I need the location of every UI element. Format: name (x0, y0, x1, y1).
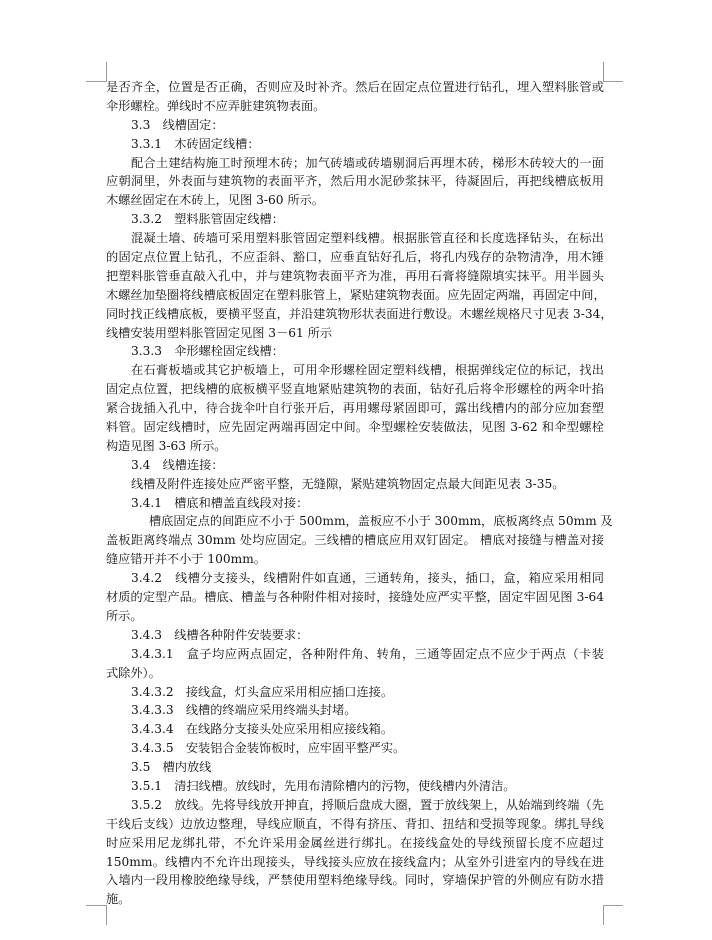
body-line: 木螺丝加垫圈将线槽底板固定在塑料胀管上，紧贴建筑物表面。应先固定两端，再固定中间， (106, 287, 606, 302)
body-line: 150mm。线槽内不允许出现接头，导线接头应放在接线盒内；从室外引进室内的导线在进 (106, 854, 604, 869)
document-body (106, 78, 613, 909)
subsection-heading: 3.3.3 伞形螺栓固定线槽： (131, 344, 284, 359)
list-item: 3.4.3.3 线槽的终端应采用终端头封堵。 (131, 703, 357, 718)
body-line: 木螺丝固定在木砖上，见图 3-60 所示。 (106, 193, 324, 208)
body-line: 构造见图 3-63 所示。 (106, 438, 227, 453)
body-line: 把塑料胀管垂直敲入孔中，并与建筑物表面平齐为准，再用石膏将缝隙填实抹平。用半圆头 (106, 268, 604, 283)
body-line: 3.5.2 放线。先将导线放开抻直，捋顺后盘成大圈，置于放线架上，从始端到终端（先 (131, 797, 604, 812)
subsection-heading: 3.4.3 线槽各种附件安装要求： (131, 627, 309, 642)
body-line: 3.5.1 清扫线槽。放线时，先用布清除槽内的污物，使线槽内外清洁。 (131, 778, 516, 793)
section-heading: 3.4 线槽连接： (131, 457, 224, 472)
body-line: 材质的定型产品。槽底、槽盖与各种附件相对接时，接缝处应严实平整，固定牢固见图 3-64 (106, 590, 604, 605)
body-line: 同时找正线槽底板，要横平竖直，并沿建筑物形状表面进行敷设。木螺丝规格尺寸见表 3-34， (106, 306, 613, 321)
body-line: 式除外）。 (106, 665, 161, 680)
crop-mark-top-right (603, 81, 623, 82)
body-line: 3.4.3.1 盒子均应两点固定，各种附件角、转角，三通等固定点不应少于两点（卡装 (131, 646, 604, 661)
body-line: 施。 (106, 892, 131, 907)
body-line: 3.4.2 线槽分支接头，线槽附件如直通，三通转角，接头，插口，盒，箱应采用相同 (131, 571, 604, 586)
crop-mark-bottom-right (603, 905, 623, 906)
body-line: 时应采用尼龙绑扎带，不允许采用金属丝进行绑扎。在接线盒处的导线预留长度不应超过 (106, 835, 604, 850)
body-line: 混凝土墙、砖墙可采用塑料胀管固定塑料线槽。根据胀管直径和长度选择钻头，在标出 (131, 231, 604, 246)
body-line: 伞形螺栓。弹线时不应弄脏建筑物表面。 (106, 98, 326, 113)
subsection-heading: 3.4.1 槽底和槽盖直线段对接： (131, 495, 309, 510)
body-line: 线槽及附件连接处应严密平整，无缝隙，紧贴建筑物固定点最大间距见表 3-35。 (131, 476, 565, 491)
body-line: 紧合拢插入孔中，待合拢伞叶自行张开后，再用螺母紧固即可，露出线槽内的部分应加套塑 (106, 401, 604, 416)
crop-mark-bottom-left (86, 905, 106, 906)
body-line: 在石膏板墙或其它护板墙上，可用伞形螺栓固定塑料线槽，根据弹线定位的标记，找出 (131, 363, 604, 378)
body-line: 入墙内一段用橡胶绝缘导线，严禁使用塑料绝缘导线。同时，穿墙保护管的外侧应有防水措 (106, 873, 604, 888)
subsection-heading: 3.3.1 木砖固定线槽： (131, 136, 260, 151)
body-line: 干线后支线）边放边整理，导线应顺直，不得有挤压、背扣、扭结和受损等现象。绑扎导线 (106, 816, 604, 831)
subsection-heading: 3.3.2 塑料胀管固定线槽： (131, 212, 284, 227)
body-line: 盖板距离终端点 30mm 处均应固定。三线槽的槽底应用双钉固定。 槽底对接缝与槽盖对接 (106, 533, 604, 548)
body-line: 槽底固定点的间距应不小于 500mm，盖板应不小于 300mm，底板离终点 50mm 及 (149, 514, 613, 529)
body-line: 配合土建结构施工时预埋木砖；加气砖墙或砖墙剔洞后再埋木砖，梯形木砖较大的一面 (131, 155, 604, 170)
body-line: 缝应错开并不小于 100mm。 (106, 552, 266, 567)
list-item: 3.4.3.5 安装铝合金装饰板时，应牢固平整严实。 (131, 741, 406, 756)
crop-mark-top-left (86, 81, 106, 82)
section-heading: 3.3 线槽固定： (131, 117, 224, 132)
body-line: 的固定点位置上钻孔，不应歪斜、豁口，应垂直钻好孔后，将孔内残存的杂物清净，用木锤 (106, 250, 604, 265)
body-line: 料管。固定线槽时，应先固定两端再固定中间。伞型螺栓安装做法，见图 3-62 和伞型螺栓 (106, 420, 604, 435)
list-item: 3.4.3.4 在线路分支接头处应采用相应接线箱。 (131, 722, 394, 737)
list-item: 3.4.3.2 接线盒，灯头盒应采用相应插口连接。 (131, 684, 394, 699)
body-line: 固定点位置，把线槽的底板横平竖直地紧贴建筑物的表面，钻好孔后将伞形螺栓的两伞叶掐 (106, 382, 604, 397)
body-line: 是否齐全，位置是否正确，否则应及时补齐。然后在固定点位置进行钻孔，埋入塑料胀管或 (106, 80, 604, 94)
body-line: 应朝洞里，外表面与建筑物的表面平齐，然后用水泥砂浆抹平，待凝固后，再把线槽底板用 (106, 174, 604, 189)
body-line: 线槽安装用塑料胀管固定见图 3－61 所示 (106, 325, 333, 340)
body-line: 所示。 (106, 608, 143, 623)
section-heading: 3.5 槽内放线 (131, 760, 212, 775)
